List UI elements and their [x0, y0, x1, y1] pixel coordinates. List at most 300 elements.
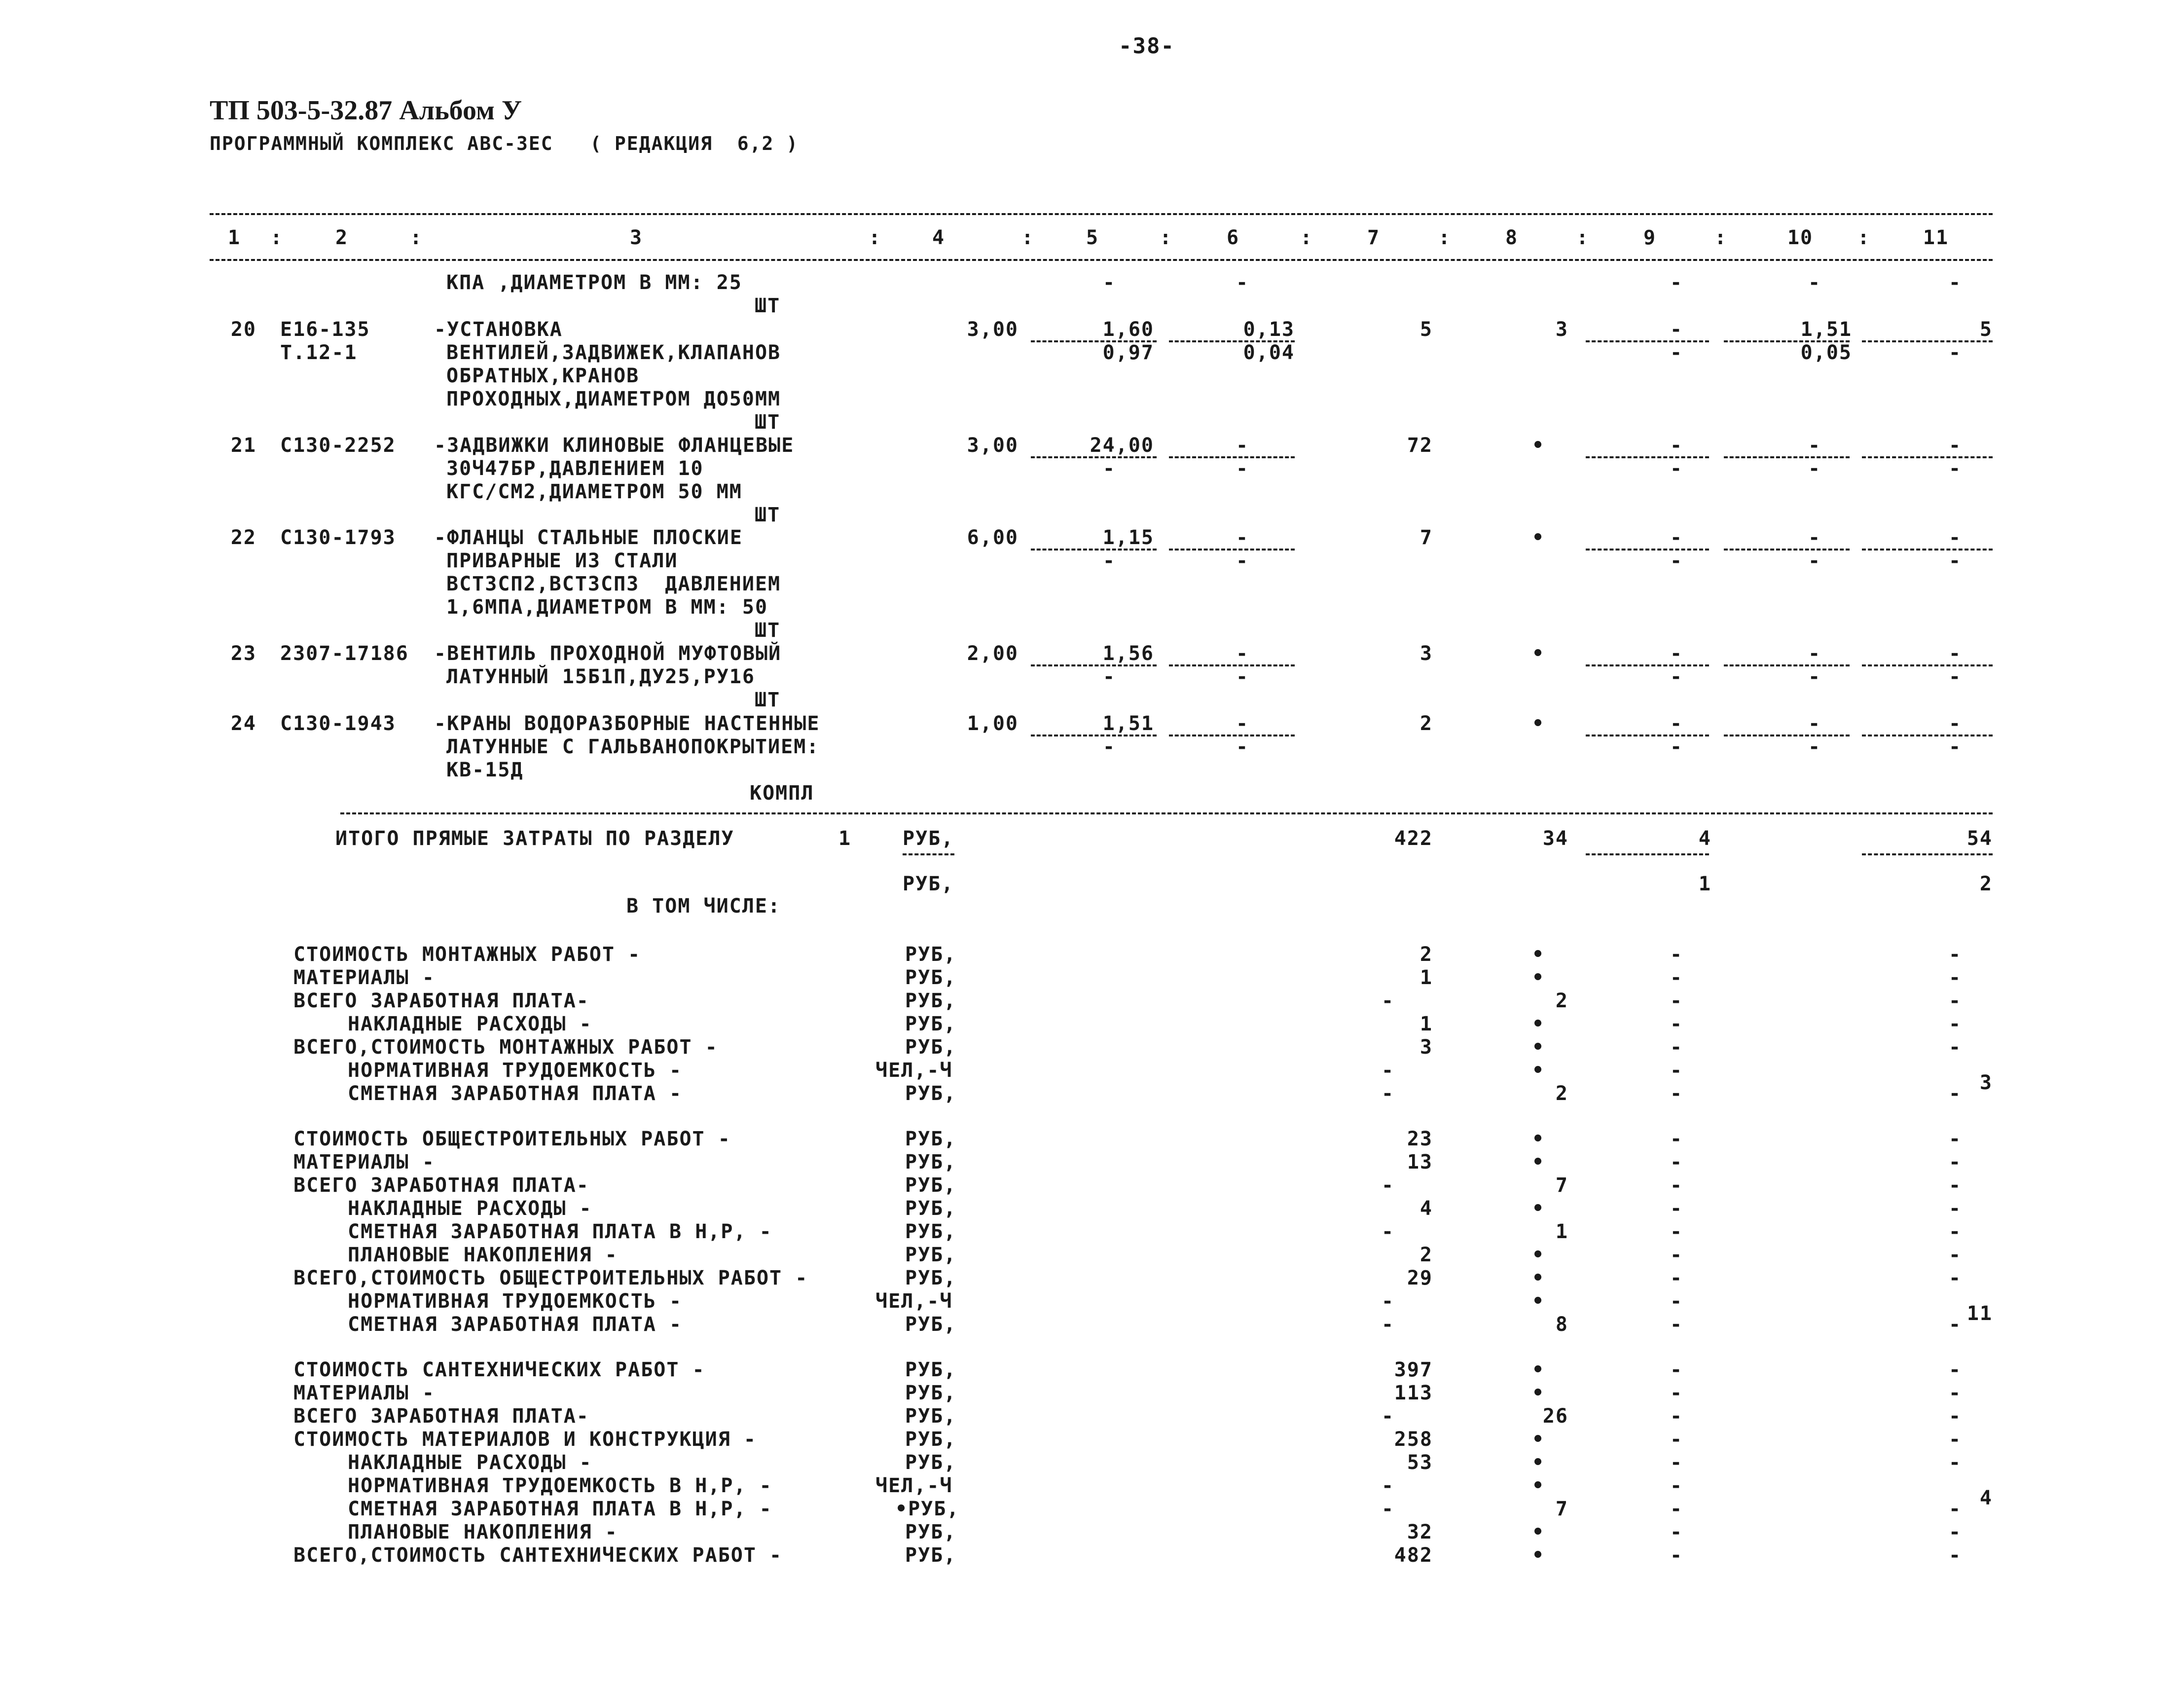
summary-col11: 3	[1979, 1071, 1993, 1094]
column-separator: :	[1300, 226, 1313, 249]
summary-col7: 397	[1394, 1359, 1433, 1381]
item-unit: ШТ	[755, 689, 781, 711]
item-col7: 72	[1407, 434, 1433, 457]
summary-label: СТОИМОСТЬ ОБЩЕСТРОИТЕЛЬНЫХ РАБОТ -	[293, 1128, 731, 1150]
dash-mark: •	[1532, 966, 1545, 989]
sub-rule	[1169, 664, 1295, 666]
dash-mark: -	[1670, 990, 1683, 1012]
dash-mark: -	[1949, 1128, 1962, 1150]
dash-mark: -	[1382, 990, 1395, 1012]
column-header-9: 9	[1643, 226, 1657, 249]
dash-mark: -	[1236, 642, 1249, 665]
dash-mark: -	[1670, 1382, 1683, 1404]
column-header-11: 11	[1923, 226, 1949, 249]
table-top-rule	[210, 213, 1993, 215]
continuation-unit: ШТ	[755, 294, 781, 317]
dash-mark: -	[1949, 1405, 1962, 1428]
document-title: ТП 503-5-32.87 Альбом У	[210, 95, 522, 126]
column-header-6: 6	[1226, 226, 1240, 249]
summary-unit: РУБ,	[905, 990, 957, 1012]
item-number: 23	[230, 642, 256, 665]
summary-col8: 2	[1555, 1082, 1568, 1105]
column-header-3: 3	[629, 226, 643, 249]
column-header-5: 5	[1086, 226, 1099, 249]
item-desc-line: -КРАНЫ ВОДОРАЗБОРНЫЕ НАСТЕННЫЕ	[434, 712, 820, 735]
dash-mark: -	[1236, 550, 1249, 572]
item-col5: 1,15	[1102, 526, 1154, 549]
column-separator: :	[410, 226, 423, 249]
dash-mark: -	[1949, 271, 1962, 294]
summary-unit: РУБ,	[905, 1197, 957, 1220]
summary-col11: 4	[1979, 1487, 1993, 1509]
dash-mark: -	[1949, 550, 1962, 572]
summary-unit: РУБ,	[905, 1405, 957, 1428]
item-qty: 1,00	[967, 712, 1019, 735]
dash-mark: •	[1532, 1059, 1545, 1082]
summary-unit: РУБ,	[905, 966, 957, 989]
dash-mark: -	[1670, 1220, 1683, 1243]
sub-rule	[1586, 735, 1709, 736]
dash-mark: -	[1670, 526, 1683, 549]
item-desc-line: ОБРАТНЫХ,КРАНОВ	[446, 365, 640, 387]
summary-col8: 8	[1555, 1313, 1568, 1336]
dash-mark: -	[1949, 642, 1962, 665]
item-desc-line: ПРИВАРНЫЕ ИЗ СТАЛИ	[446, 550, 678, 572]
dash-mark: -	[1949, 1267, 1962, 1289]
summary-unit: РУБ,	[905, 1128, 957, 1150]
sub-rule	[1862, 456, 1993, 458]
dash-mark: •	[1532, 1428, 1545, 1451]
dash-mark: -	[1670, 943, 1683, 966]
summary-col8: 2	[1555, 990, 1568, 1012]
item-unit: ШТ	[755, 619, 781, 642]
summary-unit: РУБ,	[905, 1036, 957, 1059]
summary-unit: РУБ,	[905, 1428, 957, 1451]
summary-label: НОРМАТИВНАЯ ТРУДОЕМКОСТЬ -	[348, 1059, 683, 1082]
item-col5-b: 0,97	[1102, 341, 1154, 364]
dash-mark: -	[1949, 457, 1962, 480]
summary-col7: 3	[1420, 1036, 1433, 1059]
dash-mark: -	[1670, 271, 1683, 294]
summary-unit: РУБ,	[905, 1359, 957, 1381]
summary-label: МАТЕРИАЛЫ -	[293, 966, 435, 989]
total-col9-b: 1	[1698, 873, 1711, 895]
dash-mark: -	[1949, 1013, 1962, 1035]
dash-mark: -	[1670, 735, 1683, 758]
item-col10: 1,51	[1800, 318, 1852, 341]
summary-col7: 1	[1420, 1013, 1433, 1035]
dash-mark: -	[1236, 271, 1249, 294]
summary-col8: 26	[1542, 1405, 1568, 1428]
dash-mark: -	[1103, 735, 1116, 758]
dash-mark: -	[1670, 341, 1683, 364]
summary-label: ВСЕГО ЗАРАБОТНАЯ ПЛАТА-	[293, 1405, 589, 1428]
summary-unit: РУБ,	[905, 1521, 957, 1543]
dash-mark: -	[1670, 1128, 1683, 1150]
dash-mark: -	[1949, 1451, 1962, 1474]
item-code: С130-1793	[280, 526, 396, 549]
summary-label: СМЕТНАЯ ЗАРАБОТНАЯ ПЛАТА -	[348, 1313, 683, 1336]
summary-unit: ЧЕЛ,-Ч	[875, 1290, 953, 1313]
unit-rule	[903, 853, 954, 855]
sub-rule	[1169, 456, 1295, 458]
item-col10-b: 0,05	[1800, 341, 1852, 364]
item-unit: ШТ	[755, 411, 781, 434]
dash-mark: •	[1532, 943, 1545, 966]
dash-mark: -	[1670, 1313, 1683, 1336]
item-col7: 5	[1420, 318, 1433, 341]
column-separator: :	[1576, 226, 1590, 249]
item-col6-b: 0,04	[1243, 341, 1295, 364]
summary-col8: 7	[1555, 1498, 1568, 1520]
column-separator: :	[270, 226, 284, 249]
dash-mark: -	[1382, 1059, 1395, 1082]
dash-mark: •	[1532, 642, 1545, 665]
dash-mark: -	[1103, 550, 1116, 572]
summary-col7: 1	[1420, 966, 1433, 989]
item-qty: 3,00	[967, 434, 1019, 457]
column-separator: :	[869, 226, 882, 249]
dash-mark: •	[1532, 1244, 1545, 1266]
dash-mark: -	[1670, 1405, 1683, 1428]
dash-mark: -	[1670, 1359, 1683, 1381]
summary-label: НАКЛАДНЫЕ РАСХОДЫ -	[348, 1197, 592, 1220]
summary-label: МАТЕРИАЛЫ -	[293, 1382, 435, 1404]
total-label: ИТОГО ПРЯМЫЕ ЗАТРАТЫ ПО РАЗДЕЛУ	[335, 827, 734, 850]
sub-rule	[1586, 664, 1709, 666]
summary-col7: 2	[1420, 943, 1433, 966]
summary-label: ВСЕГО,СТОИМОСТЬ САНТЕХНИЧЕСКИХ РАБОТ -	[293, 1544, 783, 1567]
dash-mark: -	[1670, 712, 1683, 735]
summary-col7: 23	[1407, 1128, 1433, 1150]
dash-mark: -	[1949, 1220, 1962, 1243]
dash-mark: -	[1670, 966, 1683, 989]
item-code-2: Т.12-1	[280, 341, 358, 364]
dash-mark: -	[1670, 318, 1683, 341]
dash-mark: -	[1949, 1544, 1962, 1567]
column-separator: :	[1160, 226, 1173, 249]
dash-mark: -	[1949, 1174, 1962, 1197]
summary-col11: 11	[1966, 1302, 1993, 1325]
summary-col7: 13	[1407, 1151, 1433, 1174]
summary-unit: РУБ,	[905, 943, 957, 966]
column-separator: :	[1714, 226, 1728, 249]
dash-mark: -	[1949, 1244, 1962, 1266]
dash-mark: -	[1808, 735, 1821, 758]
sub-rule	[1031, 456, 1157, 458]
summary-unit: РУБ,	[905, 1013, 957, 1035]
dash-mark: -	[1808, 712, 1821, 735]
summary-unit: РУБ,	[905, 1267, 957, 1289]
column-header-8: 8	[1505, 226, 1519, 249]
summary-label: НОРМАТИВНАЯ ТРУДОЕМКОСТЬ В Н,Р, -	[348, 1474, 772, 1497]
column-header-10: 10	[1787, 226, 1814, 249]
dash-mark: •	[1532, 1544, 1545, 1567]
column-header-7: 7	[1367, 226, 1381, 249]
total-col8: 34	[1542, 827, 1568, 850]
summary-label: СМЕТНАЯ ЗАРАБОТНАЯ ПЛАТА В Н,Р, -	[348, 1498, 772, 1520]
dash-mark: •	[1532, 1197, 1545, 1220]
total-col11-b: 2	[1979, 873, 1993, 895]
dash-mark: -	[1670, 1036, 1683, 1059]
dash-mark: -	[1949, 1382, 1962, 1404]
program-line: ПРОГРАММНЫЙ КОМПЛЕКС АВС-3ЕС ( РЕДАКЦИЯ 6,2 )	[210, 133, 799, 154]
dash-mark: -	[1670, 1197, 1683, 1220]
item-code: Е16-135	[280, 318, 370, 341]
total-col9: 4	[1698, 827, 1711, 850]
item-desc-line: -УСТАНОВКА	[434, 318, 563, 341]
item-qty: 2,00	[967, 642, 1019, 665]
summary-col7: 2	[1420, 1244, 1433, 1266]
dash-mark: -	[1808, 434, 1821, 457]
summary-unit: ЧЕЛ,-Ч	[875, 1059, 953, 1082]
summary-col8: 7	[1555, 1174, 1568, 1197]
dash-mark: -	[1949, 943, 1962, 966]
summary-col8: 1	[1555, 1220, 1568, 1243]
column-separator: :	[1438, 226, 1452, 249]
item-code: 2307-17186	[280, 642, 409, 665]
sub-rule	[1586, 340, 1709, 342]
dash-mark: -	[1670, 1428, 1683, 1451]
item-desc-line: 30Ч47БР,ДАВЛЕНИЕМ 10	[446, 457, 704, 480]
item-number: 22	[230, 526, 256, 549]
dash-mark: -	[1949, 1151, 1962, 1174]
dash-mark: •	[1532, 434, 1545, 457]
item-col8: 3	[1555, 318, 1568, 341]
dash-mark: -	[1949, 526, 1962, 549]
sub-rule	[1862, 853, 1993, 855]
dash-mark: -	[1236, 665, 1249, 688]
column-header-2: 2	[335, 226, 349, 249]
summary-label: СМЕТНАЯ ЗАРАБОТНАЯ ПЛАТА В Н,Р, -	[348, 1220, 772, 1243]
summary-label: СМЕТНАЯ ЗАРАБОТНАЯ ПЛАТА -	[348, 1082, 683, 1105]
summary-unit: •РУБ,	[895, 1498, 960, 1520]
dash-mark: -	[1382, 1082, 1395, 1105]
dash-mark: -	[1382, 1174, 1395, 1197]
summary-label: ВСЕГО,СТОИМОСТЬ ОБЩЕСТРОИТЕЛЬНЫХ РАБОТ -	[293, 1267, 808, 1289]
dash-mark: -	[1382, 1290, 1395, 1313]
sub-rule	[1586, 549, 1709, 551]
summary-unit: ЧЕЛ,-Ч	[875, 1474, 953, 1497]
item-col5: 1,56	[1102, 642, 1154, 665]
item-number: 20	[230, 318, 256, 341]
page-number: -38-	[1119, 34, 1175, 59]
summary-unit: РУБ,	[905, 1082, 957, 1105]
summary-col7: 113	[1394, 1382, 1433, 1404]
sub-rule	[1862, 340, 1993, 342]
item-col6: 0,13	[1243, 318, 1295, 341]
sub-rule	[1724, 549, 1850, 551]
dash-mark: -	[1808, 665, 1821, 688]
sub-rule	[1724, 664, 1850, 666]
dash-mark: -	[1949, 1359, 1962, 1381]
dash-mark: -	[1670, 457, 1683, 480]
item-desc-line: КГС/СМ2,ДИАМЕТРОМ 50 ММ	[446, 480, 742, 503]
dash-mark: -	[1808, 271, 1821, 294]
sub-rule	[1724, 735, 1850, 736]
total-unit-2: РУБ,	[903, 873, 954, 895]
dash-mark: -	[1382, 1313, 1395, 1336]
summary-label: ПЛАНОВЫЕ НАКОПЛЕНИЯ -	[348, 1521, 618, 1543]
summary-unit: РУБ,	[905, 1244, 957, 1266]
sub-rule	[1169, 735, 1295, 736]
dash-mark: -	[1949, 735, 1962, 758]
item-col7: 7	[1420, 526, 1433, 549]
incl-label: В ТОМ ЧИСЛЕ:	[626, 895, 781, 918]
summary-col7: 53	[1407, 1451, 1433, 1474]
item-col11: 5	[1979, 318, 1993, 341]
column-header-1: 1	[227, 226, 241, 249]
item-desc-line: -ФЛАНЦЫ СТАЛЬНЫЕ ПЛОСКИЕ	[434, 526, 743, 549]
item-col5: 1,51	[1102, 712, 1154, 735]
sub-rule	[1031, 735, 1157, 736]
summary-label: НАКЛАДНЫЕ РАСХОДЫ -	[348, 1013, 592, 1035]
item-col5: 1,60	[1102, 318, 1154, 341]
total-top-rule	[340, 812, 1993, 814]
dash-mark: -	[1949, 1197, 1962, 1220]
dash-mark: •	[1532, 1151, 1545, 1174]
sub-rule	[1862, 664, 1993, 666]
sub-rule	[1586, 456, 1709, 458]
continuation-desc: КПА ,ДИАМЕТРОМ В ММ: 25	[446, 271, 742, 294]
dash-mark: -	[1670, 550, 1683, 572]
summary-label: СТОИМОСТЬ САНТЕХНИЧЕСКИХ РАБОТ -	[293, 1359, 705, 1381]
dash-mark: -	[1236, 434, 1249, 457]
dash-mark: -	[1103, 665, 1116, 688]
dash-mark: •	[1532, 1359, 1545, 1381]
dash-mark: -	[1949, 1313, 1962, 1336]
dash-mark: -	[1670, 1474, 1683, 1497]
summary-col7: 258	[1394, 1428, 1433, 1451]
sub-rule	[1169, 549, 1295, 551]
item-col7: 2	[1420, 712, 1433, 735]
sub-rule	[1862, 549, 1993, 551]
summary-unit: РУБ,	[905, 1451, 957, 1474]
column-header-4: 4	[932, 226, 946, 249]
item-qty: 3,00	[967, 318, 1019, 341]
dash-mark: •	[1532, 526, 1545, 549]
dash-mark: -	[1670, 1082, 1683, 1105]
item-desc-line: ЛАТУННЫЕ С ГАЛЬВАНОПОКРЫТИЕМ:	[446, 735, 820, 758]
item-unit: КОМПЛ	[750, 782, 814, 805]
item-col5: 24,00	[1090, 434, 1154, 457]
total-section: 1	[838, 827, 852, 850]
dash-mark: -	[1670, 1498, 1683, 1520]
summary-col7: 32	[1407, 1521, 1433, 1543]
dash-mark: -	[1670, 642, 1683, 665]
dash-mark: -	[1808, 550, 1821, 572]
sub-rule	[1031, 549, 1157, 551]
dash-mark: -	[1670, 1174, 1683, 1197]
column-separator: :	[1857, 226, 1871, 249]
dash-mark: •	[1532, 1474, 1545, 1497]
dash-mark: -	[1382, 1474, 1395, 1497]
summary-unit: РУБ,	[905, 1544, 957, 1567]
item-code: С130-1943	[280, 712, 396, 735]
dash-mark: -	[1670, 1451, 1683, 1474]
dash-mark: •	[1532, 1128, 1545, 1150]
total-unit: РУБ,	[903, 827, 954, 850]
dash-mark: -	[1103, 457, 1116, 480]
dash-mark: -	[1808, 457, 1821, 480]
dash-mark: •	[1532, 1521, 1545, 1543]
dash-mark: -	[1236, 457, 1249, 480]
dash-mark: -	[1236, 712, 1249, 735]
summary-label: СТОИМОСТЬ МАТЕРИАЛОВ И КОНСТРУКЦИЯ -	[293, 1428, 757, 1451]
summary-label: ПЛАНОВЫЕ НАКОПЛЕНИЯ -	[348, 1244, 618, 1266]
item-desc-line: ЛАТУННЫЙ 15Б1П,ДУ25,РУ16	[446, 665, 755, 688]
summary-col7: 29	[1407, 1267, 1433, 1289]
dash-mark: -	[1670, 1290, 1683, 1313]
summary-unit: РУБ,	[905, 1151, 957, 1174]
total-col7: 422	[1394, 827, 1433, 850]
summary-col7: 4	[1420, 1197, 1433, 1220]
dash-mark: -	[1670, 1244, 1683, 1266]
dash-mark: -	[1670, 1059, 1683, 1082]
item-desc-line: -ЗАДВИЖКИ КЛИНОВЫЕ ФЛАНЦЕВЫЕ	[434, 434, 795, 457]
item-code: С130-2252	[280, 434, 396, 457]
item-qty: 6,00	[967, 526, 1019, 549]
dash-mark: -	[1808, 642, 1821, 665]
dash-mark: -	[1949, 1521, 1962, 1543]
item-desc-line: 1,6МПА,ДИАМЕТРОМ В ММ: 50	[446, 596, 768, 619]
dash-mark: •	[1532, 1013, 1545, 1035]
item-desc-line: ВЕНТИЛЕЙ,ЗАДВИЖЕК,КЛАПАНОВ	[446, 341, 781, 364]
sub-rule	[1586, 853, 1709, 855]
dash-mark: -	[1949, 665, 1962, 688]
dash-mark: -	[1382, 1498, 1395, 1520]
dash-mark: -	[1103, 271, 1116, 294]
dash-mark: -	[1382, 1220, 1395, 1243]
dash-mark: •	[1532, 1036, 1545, 1059]
dash-mark: -	[1670, 1544, 1683, 1567]
table-header-rule	[210, 259, 1993, 261]
item-desc-line: КВ-15Д	[446, 759, 524, 781]
summary-label: ВСЕГО ЗАРАБОТНАЯ ПЛАТА-	[293, 990, 589, 1012]
column-separator: :	[1021, 226, 1035, 249]
item-number: 24	[230, 712, 256, 735]
summary-label: ВСЕГО ЗАРАБОТНАЯ ПЛАТА-	[293, 1174, 589, 1197]
summary-unit: РУБ,	[905, 1220, 957, 1243]
dash-mark: -	[1949, 712, 1962, 735]
dash-mark: -	[1949, 966, 1962, 989]
sub-rule	[1031, 664, 1157, 666]
dash-mark: -	[1949, 434, 1962, 457]
summary-label: НАКЛАДНЫЕ РАСХОДЫ -	[348, 1451, 592, 1474]
dash-mark: -	[1670, 1521, 1683, 1543]
dash-mark: -	[1949, 990, 1962, 1012]
dash-mark: -	[1670, 1013, 1683, 1035]
summary-unit: РУБ,	[905, 1313, 957, 1336]
dash-mark: -	[1808, 526, 1821, 549]
sub-rule	[1724, 456, 1850, 458]
dash-mark: -	[1949, 341, 1962, 364]
dash-mark: -	[1949, 1428, 1962, 1451]
dash-mark: •	[1532, 1267, 1545, 1289]
dash-mark: -	[1949, 1498, 1962, 1520]
dash-mark: -	[1670, 434, 1683, 457]
dash-mark: •	[1532, 1290, 1545, 1313]
item-desc-line: ПРОХОДНЫХ,ДИАМЕТРОМ ДО50ММ	[446, 388, 781, 410]
summary-label: ВСЕГО,СТОИМОСТЬ МОНТАЖНЫХ РАБОТ -	[293, 1036, 718, 1059]
dash-mark: -	[1670, 665, 1683, 688]
dash-mark: -	[1670, 1151, 1683, 1174]
sub-rule	[1862, 735, 1993, 736]
dash-mark: -	[1382, 1405, 1395, 1428]
dash-mark: -	[1236, 526, 1249, 549]
dash-mark: •	[1532, 1451, 1545, 1474]
summary-label: СТОИМОСТЬ МОНТАЖНЫХ РАБОТ -	[293, 943, 641, 966]
